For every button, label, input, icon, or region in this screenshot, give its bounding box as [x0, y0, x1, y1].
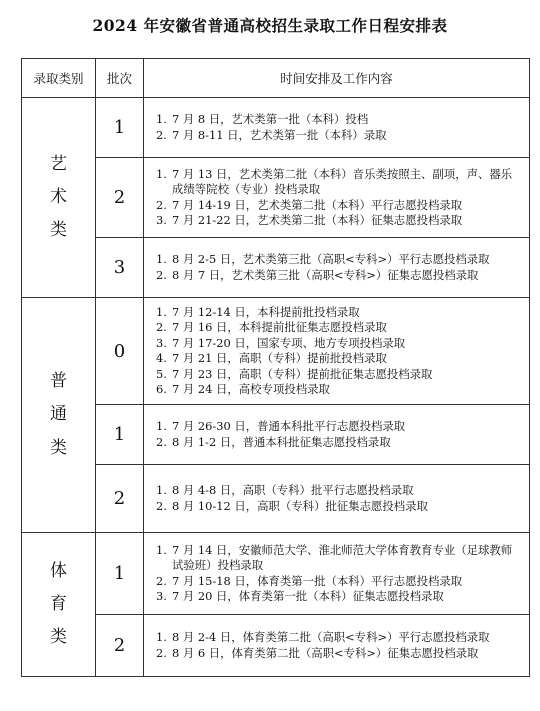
item-text: 7 月 8-11 日，艺术类第一批（本科）录取	[172, 127, 387, 142]
item-number: 2.	[156, 320, 167, 334]
list-item	[156, 589, 523, 605]
item-number: 2.	[156, 645, 167, 660]
item-number: 1.	[156, 252, 167, 266]
table-row	[22, 615, 530, 677]
category-cell	[22, 98, 96, 298]
list-item	[156, 320, 523, 336]
item-number: 3.	[156, 213, 167, 227]
list-item	[156, 646, 523, 662]
category-char: 育	[50, 593, 67, 614]
list-item	[156, 268, 523, 284]
category-char: 类	[50, 220, 67, 241]
item-text: 7 月 15-18 日，体育类第一批（本科）平行志愿投档录取	[172, 573, 463, 588]
list-item	[156, 305, 523, 321]
item-text: 7 月 17-20 日，国家专项、地方专项投档录取	[172, 335, 406, 350]
table-row	[22, 533, 530, 615]
header-content: 时间安排及工作内容	[144, 59, 530, 98]
batch-cell: 0	[96, 298, 144, 405]
item-text: 7 月 8 日，艺术类第一批（本科）投档	[172, 112, 369, 126]
item-text: 7 月 14-19 日，艺术类第二批（本科）平行志愿投档录取	[172, 197, 463, 212]
item-text: 7 月 12-14 日，本科提前批投档录取	[172, 304, 360, 319]
item-number: 2.	[156, 267, 167, 282]
batch-cell: 2	[96, 465, 144, 533]
list-item	[156, 128, 523, 144]
item-number: 1.	[156, 483, 167, 497]
list-item	[156, 499, 523, 515]
list-item	[156, 112, 523, 128]
content-cell	[144, 533, 530, 615]
list-item	[156, 435, 523, 451]
list-item	[156, 382, 523, 398]
batch-cell: 2	[96, 158, 144, 238]
item-number: 2.	[156, 498, 167, 513]
list-item	[156, 198, 523, 214]
table-row	[22, 238, 530, 298]
item-text: 7 月 21-22 日，艺术类第二批（本科）征集志愿投档录取	[172, 213, 463, 227]
header-batch: 批次	[96, 59, 144, 98]
content-cell	[144, 615, 530, 677]
content-cell	[144, 405, 530, 465]
item-number: 2.	[156, 434, 167, 449]
item-text: 8 月 7 日，艺术类第三批（高职<专科>）征集志愿投档录取	[172, 267, 479, 282]
item-number: 6.	[156, 382, 167, 396]
content-cell	[144, 158, 530, 238]
item-text: 7 月 23 日，高职（专科）提前批征集志愿投档录取	[172, 366, 433, 381]
table-row	[22, 405, 530, 465]
batch-cell: 3	[96, 238, 144, 298]
item-text: 8 月 2-5 日，艺术类第三批（高职<专科>）平行志愿投档录取	[172, 252, 490, 266]
content-cell	[144, 298, 530, 405]
item-number: 1.	[156, 630, 167, 644]
category-char: 术	[50, 186, 67, 207]
table-row	[22, 98, 530, 158]
batch-cell: 1	[96, 405, 144, 465]
list-item	[156, 336, 523, 352]
category-cell	[22, 298, 96, 533]
item-text: 7 月 21 日，高职（专科）提前批投档录取	[172, 351, 387, 365]
category-char: 通	[50, 404, 67, 425]
item-text: 8 月 1-2 日，普通本科批征集志愿投档录取	[172, 434, 391, 449]
list-item	[156, 543, 523, 574]
item-text: 7 月 14 日，安徽师范大学、淮北师范大学体育教育专业（足球教师试验班）投档录取	[172, 542, 513, 572]
category-char: 类	[50, 437, 67, 458]
content-cell	[144, 98, 530, 158]
list-item	[156, 351, 523, 367]
category-char: 类	[50, 627, 67, 648]
list-item	[156, 252, 523, 268]
schedule-body	[22, 98, 530, 677]
item-number: 2.	[156, 127, 167, 142]
list-item	[156, 167, 523, 198]
category-cell	[22, 533, 96, 677]
item-text: 7 月 26-30 日，普通本科批平行志愿投档录取	[172, 419, 406, 433]
table-row	[22, 465, 530, 533]
item-number: 1.	[156, 304, 167, 319]
list-item	[156, 419, 523, 435]
category-char: 艺	[50, 153, 67, 174]
item-text: 7 月 13 日，艺术类第二批（本科）音乐类按照主、副项，声、器乐成绩等院校（专业）投档录取	[172, 166, 513, 196]
item-text: 8 月 2-4 日，体育类第二批（高职<专科>）平行志愿投档录取	[172, 630, 490, 644]
category-char: 体	[50, 560, 67, 581]
item-text: 7 月 20 日，体育类第一批（本科）征集志愿投档录取	[172, 589, 444, 603]
item-number: 4.	[156, 351, 167, 365]
content-cell	[144, 238, 530, 298]
item-number: 3.	[156, 589, 167, 603]
item-number: 5.	[156, 366, 167, 381]
item-number: 1.	[156, 419, 167, 433]
item-text: 8 月 10-12 日，高职（专科）批征集志愿投档录取	[172, 498, 428, 513]
table-row	[22, 298, 530, 405]
header-category: 录取类别	[22, 59, 96, 98]
item-text: 8 月 4-8 日，高职（专科）批平行志愿投档录取	[172, 483, 414, 497]
item-number: 2.	[156, 197, 167, 212]
item-number: 2.	[156, 573, 167, 588]
content-cell	[144, 465, 530, 533]
batch-cell: 1	[96, 533, 144, 615]
schedule-table	[21, 58, 530, 677]
item-number: 1.	[156, 112, 167, 126]
list-item	[156, 367, 523, 383]
header-row	[22, 59, 530, 98]
list-item	[156, 213, 523, 229]
item-number: 3.	[156, 335, 167, 350]
item-text: 7 月 16 日，本科提前批征集志愿投档录取	[172, 320, 387, 334]
item-number: 1.	[156, 542, 167, 557]
item-text: 8 月 6 日，体育类第二批（高职<专科>）征集志愿投档录取	[172, 645, 479, 660]
item-text: 7 月 24 日，高校专项投档录取	[172, 382, 330, 396]
item-number: 1.	[156, 166, 167, 181]
batch-cell: 2	[96, 615, 144, 677]
list-item	[156, 483, 523, 499]
table-row	[22, 158, 530, 238]
list-item	[156, 630, 523, 646]
category-char: 普	[50, 371, 67, 392]
page-title: 2024 年安徽省普通高校招生录取工作日程安排表	[92, 16, 448, 35]
batch-cell: 1	[96, 98, 144, 158]
list-item	[156, 574, 523, 590]
